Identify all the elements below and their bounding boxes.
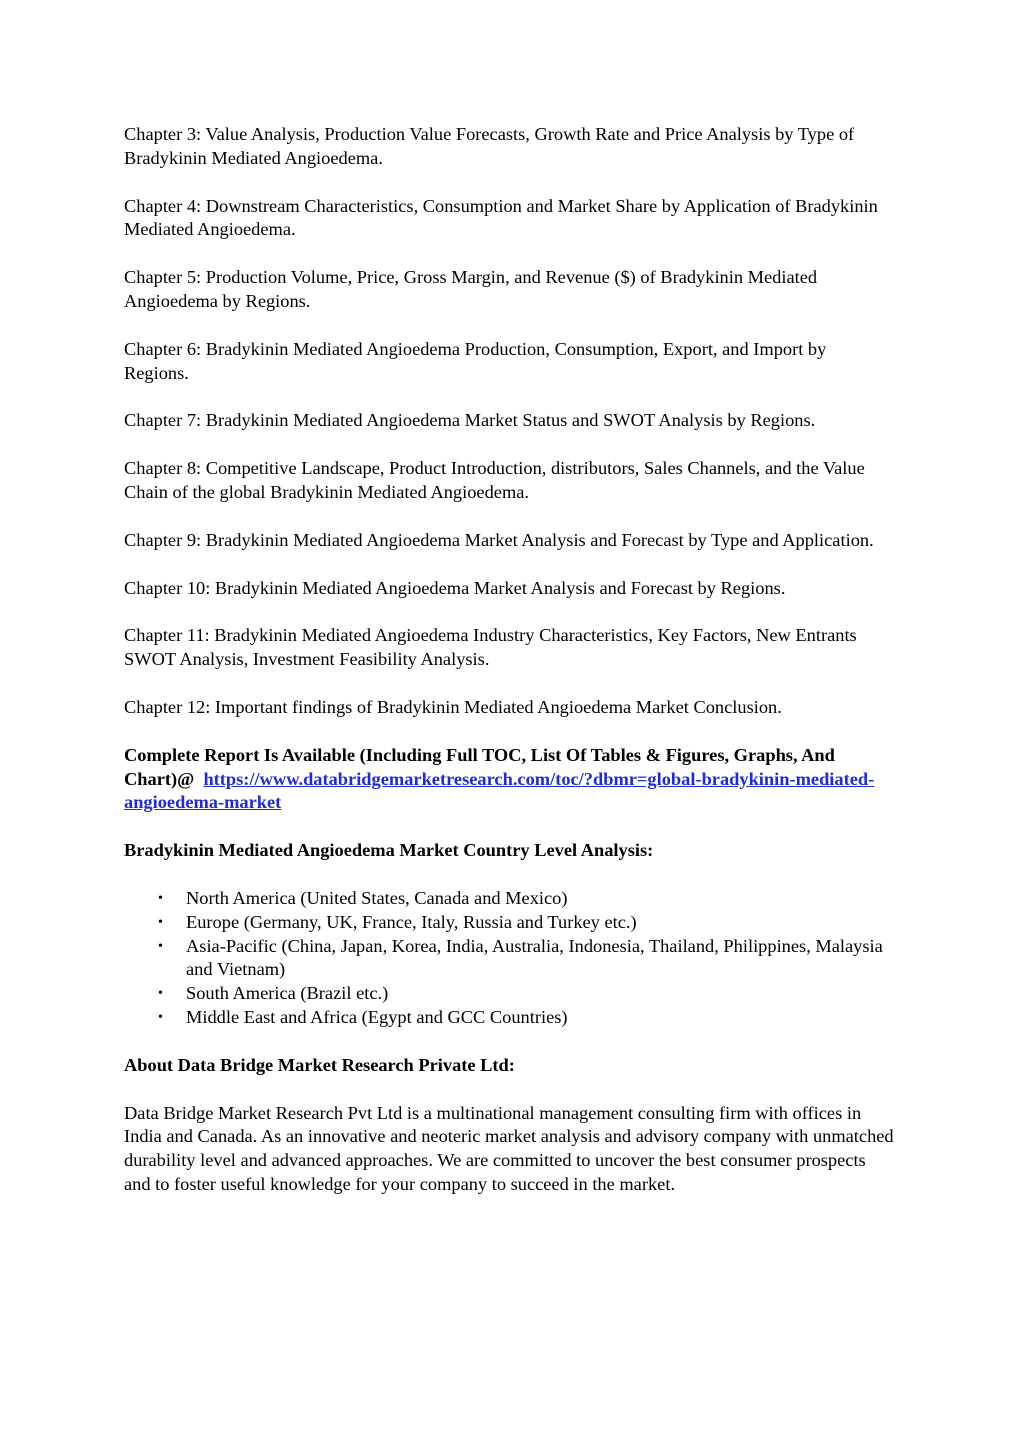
list-item bbox=[124, 935, 894, 983]
country-analysis-heading: Bradykinin Mediated Angioedema Market Country Level Analysis: bbox=[124, 840, 654, 861]
list-item-text: Asia-Pacific (China, Japan, Korea, India, Australia, Indonesia, Thailand, Philippines, Malaysia and Vietnam) bbox=[186, 935, 883, 980]
chapter-5-paragraph: Chapter 5: Production Volume, Price, Gross Margin, and Revenue ($) of Bradykinin Mediated Angioedema by Regions. bbox=[124, 267, 818, 311]
bullet-icon: • bbox=[158, 1009, 163, 1025]
about-heading: About Data Bridge Market Research Private Ltd: bbox=[124, 1054, 515, 1075]
bullet-icon: • bbox=[158, 986, 163, 1002]
chapter-7-paragraph: Chapter 7: Bradykinin Mediated Angioedema Market Status and SWOT Analysis by Regions. bbox=[124, 410, 816, 431]
chapter-6-paragraph: Chapter 6: Bradykinin Mediated Angioedema Production, Consumption, Export, and Import by Regions. bbox=[124, 338, 827, 383]
chapter-10-paragraph: Chapter 10: Bradykinin Mediated Angioedema Market Analysis and Forecast by Regions. bbox=[124, 577, 786, 598]
bullet-icon: • bbox=[158, 890, 163, 906]
complete-report-paragraph bbox=[124, 744, 894, 815]
about-body: Data Bridge Market Research Pvt Ltd is a multinational management consulting firm with offices in India and Canada. As an innovative and neoteric market analysis and advisory company with unmatched durability level and advanced approaches. We are committed to uncover the best consumer prospects and to foster useful knowledge for your company to succeed in the market. bbox=[124, 1102, 894, 1194]
list-item-text: Middle East and Africa (Egypt and GCC Countries) bbox=[186, 1006, 568, 1027]
chapter-3-paragraph: Chapter 3: Value Analysis, Production Value Forecasts, Growth Rate and Price Analysis by Type of Bradykinin Mediated Angioedema. bbox=[124, 124, 855, 168]
chapter-4-paragraph: Chapter 4: Downstream Characteristics, Consumption and Market Share by Application of Bradykinin Mediated Angioedema. bbox=[124, 195, 878, 240]
list-item-text: North America (United States, Canada and Mexico) bbox=[186, 887, 568, 908]
list-item bbox=[124, 1006, 894, 1030]
country-list bbox=[124, 887, 894, 1030]
list-item-text: Europe (Germany, UK, France, Italy, Russia and Turkey etc.) bbox=[186, 911, 637, 932]
chapter-11-paragraph: Chapter 11: Bradykinin Mediated Angioedema Industry Characteristics, Key Factors, New Entrants SWOT Analysis, Investment Feasibility Analysis. bbox=[124, 625, 857, 670]
list-item bbox=[124, 911, 894, 935]
list-item bbox=[124, 887, 894, 911]
list-item-text: South America (Brazil etc.) bbox=[186, 983, 389, 1004]
chapter-12-paragraph: Chapter 12: Important findings of Bradykinin Mediated Angioedema Market Conclusion. bbox=[124, 696, 782, 717]
document-page bbox=[124, 123, 894, 1221]
bullet-icon: • bbox=[158, 914, 163, 930]
complete-report-link[interactable]: https://www.databridgemarketresearch.com/toc/?dbmr=global-bradykinin-mediated-angioedema-market bbox=[124, 768, 875, 813]
complete-report-text: Complete Report Is Available (Including Full TOC, List Of Tables & Figures, Graphs, And Chart)@ bbox=[124, 744, 835, 789]
list-item bbox=[124, 982, 894, 1006]
bullet-icon: • bbox=[158, 938, 163, 954]
chapter-9-paragraph: Chapter 9: Bradykinin Mediated Angioedema Market Analysis and Forecast by Type and Application. bbox=[124, 529, 874, 550]
chapter-8-paragraph: Chapter 8: Competitive Landscape, Product Introduction, distributors, Sales Channels, and the Value Chain of the global Bradykinin Mediated Angioedema. bbox=[124, 458, 865, 502]
